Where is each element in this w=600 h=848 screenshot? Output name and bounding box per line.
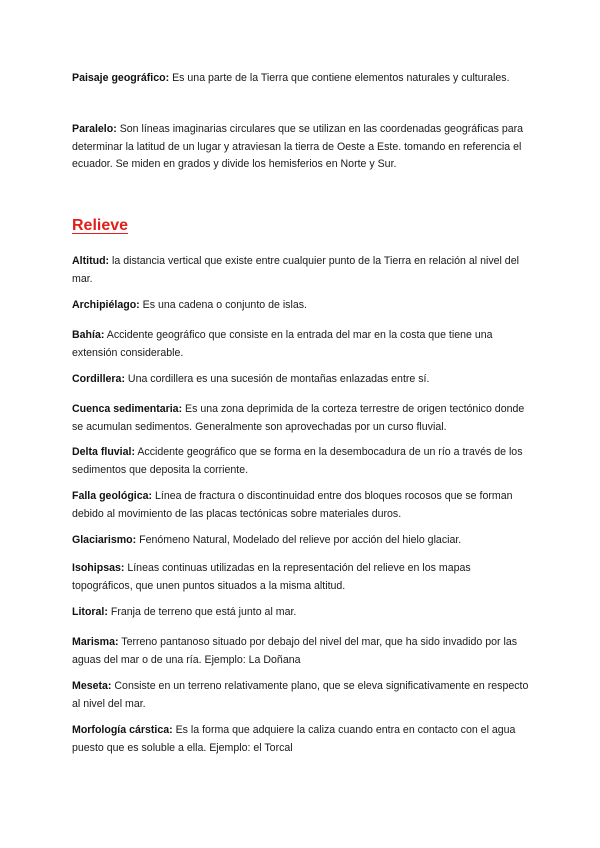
entry-term: Falla geológica:: [72, 490, 153, 502]
entry-falla-geologica: [72, 488, 534, 523]
entry-term: Isohipsas:: [72, 562, 125, 574]
entry-term: Bahía:: [72, 329, 105, 341]
entry-term: Marisma:: [72, 636, 119, 648]
entry-marisma: [72, 634, 534, 669]
entry-term: Delta fluvial:: [72, 446, 135, 458]
entry-term: Archipiélago:: [72, 299, 140, 311]
entry-morfologia-carstica: [72, 722, 534, 757]
entry-paisaje-geografico: [72, 70, 534, 88]
entry-definition: Terreno pantanoso situado por debajo del nivel del mar, que ha sido invadido por las aguas del mar o de una ría. Ejemplo: La Doñana: [72, 636, 518, 666]
entry-definition: Consiste en un terreno relativamente plano, que se eleva significativamente en respecto al nivel del mar.: [72, 680, 529, 710]
entry-definition: Es una parte de la Tierra que contiene elementos naturales y culturales.: [169, 72, 510, 84]
entry-litoral: [72, 604, 534, 622]
entry-delta-fluvial: [72, 444, 534, 479]
entry-term: Altitud:: [72, 255, 110, 267]
entry-definition: Fenómeno Natural, Modelado del relieve por acción del hielo glaciar.: [136, 534, 462, 546]
entry-cordillera: [72, 371, 534, 389]
entry-definition: la distancia vertical que existe entre cualquier punto de la Tierra en relación al nivel del mar.: [72, 255, 519, 285]
entry-definition: Línea de fractura o discontinuidad entre dos bloques rocosos que se forman debido al movimiento de las placas tectónicas sobre materiales duros.: [72, 490, 513, 520]
entry-meseta: [72, 678, 534, 713]
entry-definition: Accidente geográfico que se forma en la desembocadura de un río a través de los sedimentos que deposita la corriente.: [72, 446, 523, 476]
section-heading-relieve: Relieve: [72, 217, 129, 234]
entry-archipielago: [72, 297, 534, 315]
entry-term: Paralelo:: [72, 123, 117, 135]
entry-definition: Es una cadena o conjunto de islas.: [139, 299, 307, 311]
entry-definition: Una cordillera es una sucesión de montañas enlazadas entre sí.: [124, 373, 430, 385]
entry-definition: Es una zona deprimida de la corteza terrestre de origen tectónico donde se acumulan sedimentos. Generalmente son aprovechadas por un curso fluvial.: [72, 403, 525, 433]
entry-paralelo: [72, 121, 534, 174]
entry-isohipsas: [72, 560, 534, 595]
entry-term: Cuenca sedimentaria:: [72, 403, 183, 415]
entry-term: Litoral:: [72, 606, 108, 618]
entry-term: Cordillera:: [72, 373, 125, 385]
entry-definition: Accidente geográfico que consiste en la entrada del mar en la costa que tiene una extensión considerable.: [72, 329, 493, 359]
entry-term: Morfología cárstica:: [72, 724, 173, 736]
entry-definition: Es la forma que adquiere la caliza cuando entra en contacto con el agua puesto que es soluble a ella. Ejemplo: el Torcal: [72, 724, 516, 754]
entry-bahia: [72, 327, 534, 362]
entry-term: Paisaje geográfico:: [72, 72, 170, 84]
entry-definition: Son líneas imaginarias circulares que se utilizan en las coordenadas geográficas para determinar la latitud de un lugar y atraviesan la tierra de Oeste a Este. tomando en referencia el ecuador. Se miden en grados y divide los hemisferios en Norte y Sur.: [72, 123, 524, 170]
entry-glaciarismo: [72, 532, 534, 550]
entry-term: Meseta:: [72, 680, 112, 692]
entry-altitud: [72, 253, 534, 288]
entry-definition: Franja de terreno que está junto al mar.: [107, 606, 297, 618]
entry-term: Glaciarismo:: [72, 534, 137, 546]
entry-cuenca-sedimentaria: [72, 401, 534, 436]
entry-definition: Líneas continuas utilizadas en la representación del relieve en los mapas topográficos, que unen puntos situados a la misma altitud.: [72, 562, 471, 592]
